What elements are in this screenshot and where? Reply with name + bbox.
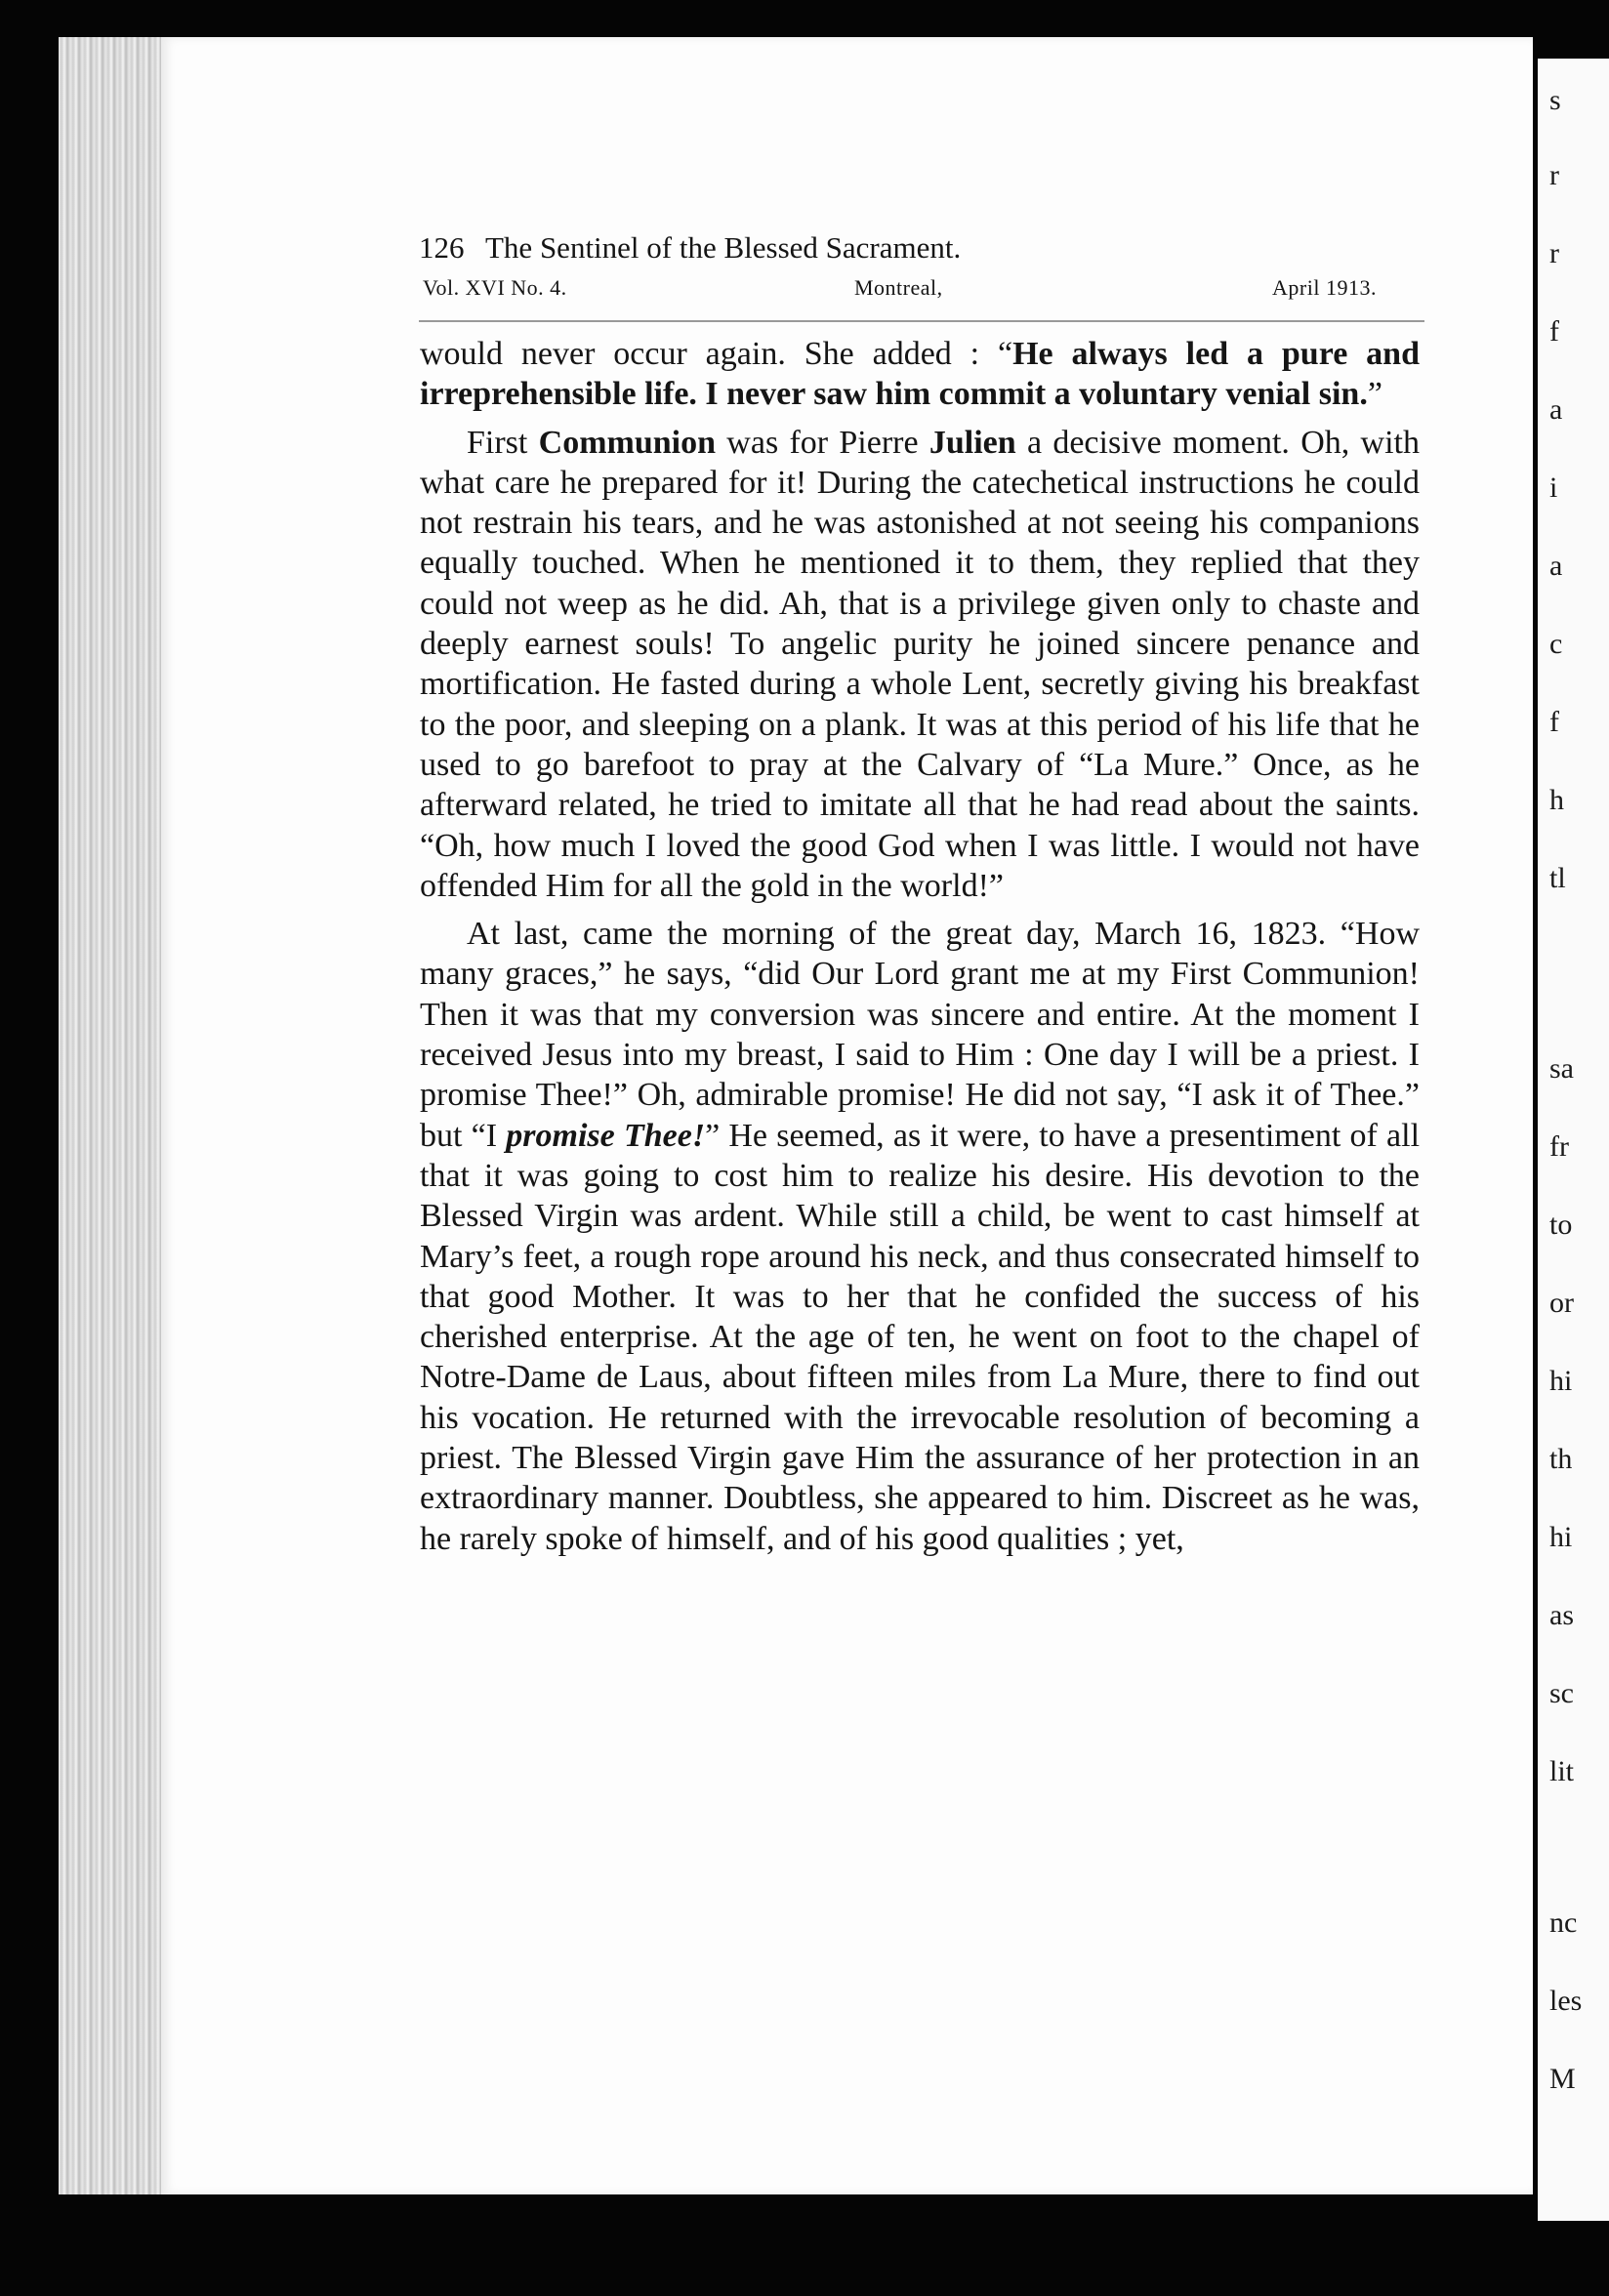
- issue-date: April 1913.: [1272, 275, 1377, 300]
- text-run: was for Pierre: [716, 424, 929, 461]
- page-number: 126: [419, 230, 465, 265]
- adjacent-page-letters: sa: [1549, 1052, 1574, 1085]
- adjacent-page-letters: c: [1549, 628, 1563, 660]
- adjacent-page-letters: fr: [1549, 1130, 1569, 1163]
- running-title: The Sentinel of the Blessed Sacrament.: [485, 230, 962, 265]
- text-run: ”: [1367, 376, 1382, 413]
- adjacent-page-letters: a: [1549, 393, 1563, 426]
- header-rule: [419, 320, 1424, 322]
- paragraph: [420, 334, 1420, 415]
- adjacent-page-letters: s: [1549, 84, 1561, 116]
- adjacent-page-letters: h: [1549, 784, 1564, 816]
- issue-info: [423, 275, 1399, 314]
- running-head: [419, 230, 1395, 266]
- italic-phrase: promise Thee!: [506, 1117, 706, 1154]
- adjacent-page-letters: nc: [1549, 1906, 1578, 1939]
- text-run: ” He seemed, as it were, to have a presentiment of all that it was going to cost him to realize his desire. His devotion to the Blessed Virgin was ardent. While still a child, be went to cast himself at Mary’s feet, a rough rope around his neck, and thus consecrated himself to that good Mother. It was to her that he confided the success of his cherished enterprise. At the age of ten, he went on foot to the chapel of Notre-Dame de Laus, about fifteen miles from La Mure, there to find out his vocation. He returned with the irrevocable resolution of becoming a priest. The Blessed Virgin gave Him the assurance of her protection in an extraordinary manner. Doubtless, she appeared to him. Discreet as he was, he rarely spoke of himself, and of his good qualities ; yet,: [420, 1117, 1421, 1557]
- publication-place: Montreal,: [854, 275, 943, 300]
- text-run: First: [467, 424, 539, 461]
- adjacent-page-letters: tl: [1549, 862, 1566, 894]
- adjacent-page-letters: hi: [1549, 1521, 1573, 1553]
- adjacent-page-letters: f: [1549, 706, 1559, 738]
- adjacent-page-letters: to: [1549, 1209, 1573, 1241]
- paragraph: [420, 914, 1420, 1559]
- article-body: [420, 334, 1420, 1567]
- page-stack-edges: [59, 37, 176, 2194]
- text-run: At last, came the morning of the great day, March 16, 1823. “How many graces,” he says, “did Our Lord grant me at my First Communion! Then it was that my conversion was sincere and entire. At the moment I received Jesus into my breast, I said to Him : One day I will be a priest. I promise Thee!” Oh, admirable promise! He did not say, “I ask it of Thee.” but “I: [420, 916, 1420, 1154]
- adjacent-page-letters: les: [1549, 1985, 1583, 2017]
- volume-number: Vol. XVI No. 4.: [423, 275, 567, 300]
- adjacent-page-letters: as: [1549, 1599, 1574, 1631]
- adjacent-page-letters: M: [1549, 2063, 1576, 2095]
- adjacent-page-letters: a: [1549, 550, 1563, 582]
- adjacent-page-letters: th: [1549, 1443, 1573, 1475]
- adjacent-page-letters: sc: [1549, 1677, 1574, 1709]
- bold-word: Communion: [538, 424, 717, 461]
- text-run: a decisive moment. Oh, with what care he prepared for it! During the catechetical instructions he could not restrain his tears, and he was astonished at not seeing his companions equally touched. When he mentioned it to them, they replied that they could not weep as he did. Ah, that is a privilege given only to chaste and deeply earnest souls! To angelic purity he joined sincere penance and mortification. He fasted during a whole Lent, secretly giving his breakfast to the poor, and sleeping on a plank. It was at this period of his life that he used to go barefoot to pray at the Calvary of “La Mure.” Once, as he afterward related, he tried to imitate all that he had read about the saints. “Oh, how much I loved the good God when I was little. I would not have offended Him for all the gold in the world!”: [420, 424, 1421, 904]
- adjacent-page-letters: f: [1549, 315, 1559, 348]
- adjacent-page-fragment: [1538, 59, 1609, 2221]
- adjacent-page-letters: or: [1549, 1287, 1574, 1319]
- text-run: would never occur again. She added : “: [420, 336, 1013, 372]
- adjacent-page-letters: i: [1549, 472, 1558, 504]
- bold-word: Julien: [928, 424, 1016, 461]
- quoted-text: He always led a pure and irreprehensible life. I never saw him commit a voluntary venial sin.: [420, 336, 1420, 413]
- adjacent-page-letters: lit: [1549, 1755, 1575, 1787]
- paragraph: [420, 423, 1420, 907]
- adjacent-page-letters: r: [1549, 237, 1559, 269]
- adjacent-page-letters: hi: [1549, 1365, 1573, 1397]
- adjacent-page-letters: r: [1549, 159, 1559, 191]
